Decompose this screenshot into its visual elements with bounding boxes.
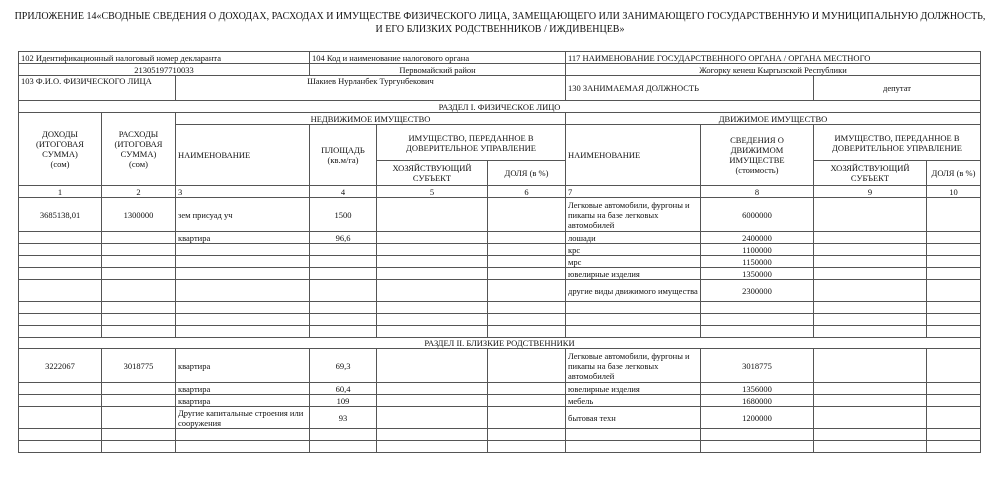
realty-subject-cell [377,232,488,244]
realty-subject-cell [377,280,488,302]
movable-value-cell: 1150000 [701,256,814,268]
movable-share-cell [927,232,981,244]
column-number: 7 [566,186,701,198]
movable-share-cell [927,302,981,314]
movable-share-header: ДОЛЯ (в %) [927,161,981,186]
realty-subject-cell [377,268,488,280]
expenses-cell [102,280,176,302]
table-row [19,280,981,302]
area-cell [310,302,377,314]
realty-subject-cell [377,198,488,232]
income-header-unit: (сом) [50,159,70,169]
realty-subject-cell [377,441,488,453]
movable-value-cell: 2400000 [701,232,814,244]
movable-share-cell [927,383,981,395]
movable-info-unit: (стоимость) [735,165,779,175]
area-cell [310,268,377,280]
movable-share-cell [927,256,981,268]
realty-group-header: НЕДВИЖИМОЕ ИМУЩЕСТВО [176,113,566,125]
movable-subject-header: ХОЗЯЙСТВУЮЩИЙ СУБЪЕКТ [814,161,927,186]
movable-name-cell: Легковые автомобили, фургоны и пикапы на базе легковых автомобилей [566,349,701,383]
column-number: 1 [19,186,102,198]
expenses-cell [102,441,176,453]
realty-name-cell [176,244,310,256]
expenses-cell [102,244,176,256]
expenses-cell [102,268,176,280]
movable-share-cell [927,326,981,338]
expenses-cell [102,407,176,429]
movable-value-cell: 1350000 [701,268,814,280]
income-cell [19,326,102,338]
realty-share-cell [488,244,566,256]
income-cell [19,383,102,395]
area-cell [310,326,377,338]
movable-value-cell [701,429,814,441]
table-row [19,441,981,453]
movable-subject-cell [814,198,927,232]
movable-share-cell [927,314,981,326]
movable-share-cell [927,198,981,232]
realty-name-cell: квартира [176,349,310,383]
movable-name-cell: лошади [566,232,701,244]
table-row [19,395,981,407]
movable-name-cell [566,326,701,338]
title-line-2: И ЕГО БЛИЗКИХ РОДСТВЕННИКОВ / ИЖДИВЕНЦЕВ» [375,24,625,35]
movable-subject-cell [814,314,927,326]
realty-name-cell [176,256,310,268]
income-cell: 3685138,01 [19,198,102,232]
movable-subject-cell [814,256,927,268]
table-row [19,198,981,232]
declaration-table-body [19,52,981,453]
realty-name-cell: квартира [176,232,310,244]
movable-subject-cell [814,383,927,395]
realty-subject-header: ХОЗЯЙСТВУЮЩИЙ СУБЪЕКТ [377,161,488,186]
movable-name-cell: крс [566,244,701,256]
income-cell: 3222067 [19,349,102,383]
realty-name-cell [176,268,310,280]
column-number: 9 [814,186,927,198]
realty-name-cell [176,429,310,441]
expenses-cell [102,232,176,244]
movable-name-cell [566,441,701,453]
inn-value: 21305197710033 [19,64,310,76]
income-cell [19,314,102,326]
realty-name-header: НАИМЕНОВАНИЕ [176,125,310,186]
realty-name-cell [176,302,310,314]
movable-share-cell [927,244,981,256]
realty-share-cell [488,407,566,429]
realty-subject-cell [377,429,488,441]
movable-subject-cell [814,244,927,256]
movable-name-cell [566,429,701,441]
table-row [19,383,981,395]
area-cell: 1500 [310,198,377,232]
area-cell [310,314,377,326]
realty-share-cell [488,256,566,268]
movable-name-header: НАИМЕНОВАНИЕ [566,125,701,186]
area-cell: 69,3 [310,349,377,383]
table-row [19,326,981,338]
column-number: 3 [176,186,310,198]
table-row [19,232,981,244]
position-label: 130 ЗАНИМАЕМАЯ ДОЛЖНОСТЬ [566,76,814,101]
realty-name-cell: зем присуад уч [176,198,310,232]
realty-name-cell: квартира [176,395,310,407]
expenses-header [102,113,176,186]
movable-subject-cell [814,232,927,244]
movable-subject-cell [814,395,927,407]
movable-subject-cell [814,349,927,383]
movable-subject-cell [814,429,927,441]
org-value: Жогорку кенеш Кыргызской Республики [566,64,981,76]
expenses-cell [102,383,176,395]
movable-share-cell [927,395,981,407]
movable-name-cell: мрс [566,256,701,268]
column-numbers-row [19,186,981,198]
area-header-label: ПЛОЩАДЬ [321,145,365,155]
realty-name-cell: квартира [176,383,310,395]
expenses-cell [102,326,176,338]
movable-value-cell: 3018775 [701,349,814,383]
movable-share-cell [927,429,981,441]
table-row [19,407,981,429]
movable-name-cell [566,314,701,326]
movable-subject-cell [814,441,927,453]
tax-authority-value: Первомайский район [310,64,566,76]
area-cell [310,429,377,441]
movable-share-cell [927,280,981,302]
expenses-header-label: РАСХОДЫ (ИТОГОВАЯ СУММА) [114,129,163,159]
movable-value-cell [701,302,814,314]
area-header [310,125,377,186]
position-value: депутат [814,76,981,101]
income-cell [19,232,102,244]
expenses-cell [102,314,176,326]
income-header-label: ДОХОДЫ (ИТОГОВАЯ СУММА) [36,129,84,159]
fio-label: 103 Ф.И.О. ФИЗИЧЕСКОГО ЛИЦА [19,76,176,101]
realty-share-header: ДОЛЯ (в %) [488,161,566,186]
table-row [19,429,981,441]
area-cell: 60,4 [310,383,377,395]
realty-subject-cell [377,302,488,314]
movable-share-cell [927,268,981,280]
movable-name-cell: бытовая техн [566,407,701,429]
movable-share-cell [927,349,981,383]
realty-share-cell [488,429,566,441]
income-cell [19,256,102,268]
expenses-header-unit: (сом) [129,159,148,169]
movable-value-cell: 1100000 [701,244,814,256]
movable-name-cell: мебель [566,395,701,407]
movable-subject-cell [814,302,927,314]
table-row [19,349,981,383]
fio-value: Шакиев Нурланбек Тургунбекович [176,76,566,101]
area-cell [310,441,377,453]
income-header [19,113,102,186]
movable-info-label: СВЕДЕНИЯ О ДВИЖИМОМ ИМУЩЕСТВЕ [729,135,785,165]
realty-name-cell [176,280,310,302]
movable-group-header: ДВИЖИМОЕ ИМУЩЕСТВО [566,113,981,125]
income-cell [19,268,102,280]
realty-share-cell [488,232,566,244]
movable-info-header [701,125,814,186]
movable-name-cell: Легковые автомобили, фургоны и пикапы на базе легковых автомобилей [566,198,701,232]
realty-subject-cell [377,244,488,256]
realty-subject-cell [377,349,488,383]
column-number: 8 [701,186,814,198]
income-cell [19,441,102,453]
income-cell [19,244,102,256]
area-cell: 96,6 [310,232,377,244]
expenses-cell [102,256,176,268]
realty-share-cell [488,441,566,453]
expenses-cell [102,395,176,407]
table-row [19,244,981,256]
expenses-cell [102,302,176,314]
movable-value-cell: 6000000 [701,198,814,232]
realty-subject-cell [377,314,488,326]
area-cell: 109 [310,395,377,407]
income-cell [19,395,102,407]
section-1-title: РАЗДЕЛ I. ФИЗИЧЕСКОЕ ЛИЦО [19,101,981,113]
table-row [19,268,981,280]
realty-subject-cell [377,256,488,268]
movable-value-cell: 1680000 [701,395,814,407]
realty-share-cell [488,302,566,314]
table-row [19,314,981,326]
movable-name-cell: другие виды движимого имущества [566,280,701,302]
column-number: 2 [102,186,176,198]
section-2-row [19,338,981,349]
realty-name-cell: Другие капитальные строения или сооружения [176,407,310,429]
column-number: 10 [927,186,981,198]
realty-subject-cell [377,383,488,395]
movable-value-cell: 2300000 [701,280,814,302]
realty-share-cell [488,314,566,326]
section-2-title: РАЗДЕЛ II. БЛИЗКИЕ РОДСТВЕННИКИ [19,338,981,349]
realty-trust-header: ИМУЩЕСТВО, ПЕРЕДАННОЕ В ДОВЕРИТЕЛЬНОЕ УПРАВЛЕНИЕ [377,125,566,161]
expenses-cell: 1300000 [102,198,176,232]
income-cell [19,280,102,302]
movable-value-cell: 1200000 [701,407,814,429]
expenses-cell: 3018775 [102,349,176,383]
area-cell: 93 [310,407,377,429]
movable-subject-cell [814,280,927,302]
movable-value-cell [701,326,814,338]
movable-name-cell: ювелирные изделия [566,268,701,280]
movable-subject-cell [814,407,927,429]
movable-subject-cell [814,326,927,338]
column-number: 6 [488,186,566,198]
realty-subject-cell [377,395,488,407]
area-cell [310,256,377,268]
table-row [19,256,981,268]
area-cell [310,244,377,256]
declaration-table [18,51,981,453]
income-cell [19,429,102,441]
movable-value-cell [701,441,814,453]
movable-value-cell [701,314,814,326]
realty-name-cell [176,441,310,453]
realty-subject-cell [377,326,488,338]
realty-share-cell [488,268,566,280]
movable-value-cell: 1356000 [701,383,814,395]
movable-subject-cell [814,268,927,280]
movable-share-cell [927,441,981,453]
column-number: 4 [310,186,377,198]
realty-share-cell [488,395,566,407]
realty-share-cell [488,280,566,302]
table-row [19,302,981,314]
realty-subject-cell [377,407,488,429]
column-number: 5 [377,186,488,198]
area-header-unit: (кв.м/га) [327,155,359,165]
title-line-1: ПРИЛОЖЕНИЕ 14«СВОДНЫЕ СВЕДЕНИЯ О ДОХОДАХ, РАСХОДАХ И ИМУЩЕСТВЕ ФИЗИЧЕСКОГО ЛИЦА, ЗАМЕЩАЮЩЕГО ИЛИ ЗАНИМАЮЩЕГО ГОСУДАРСТВЕННУЮ И МУНИЦИПАЛЬНУЮ ДОЛЖНОСТЬ, [14,11,986,22]
realty-name-cell [176,326,310,338]
document-title [10,10,990,36]
realty-share-cell [488,349,566,383]
area-cell [310,280,377,302]
movable-trust-header: ИМУЩЕСТВО, ПЕРЕДАННОЕ В ДОВЕРИТЕЛЬНОЕ УПРАВЛЕНИЕ [814,125,981,161]
realty-name-cell [176,314,310,326]
movable-name-cell: ювелирные изделия [566,383,701,395]
movable-name-cell [566,302,701,314]
expenses-cell [102,429,176,441]
inn-label: 102 Идентификационный налоговый номер декларанта [19,52,310,64]
realty-share-cell [488,198,566,232]
income-cell [19,407,102,429]
realty-share-cell [488,326,566,338]
movable-share-cell [927,407,981,429]
income-cell [19,302,102,314]
tax-authority-label: 104 Код и наименование налогового органа [310,52,566,64]
org-label: 117 НАИМЕНОВАНИЕ ГОСУДАРСТВЕННОГО ОРГАНА / ОРГАНА МЕСТНОГО [566,52,981,64]
realty-share-cell [488,383,566,395]
